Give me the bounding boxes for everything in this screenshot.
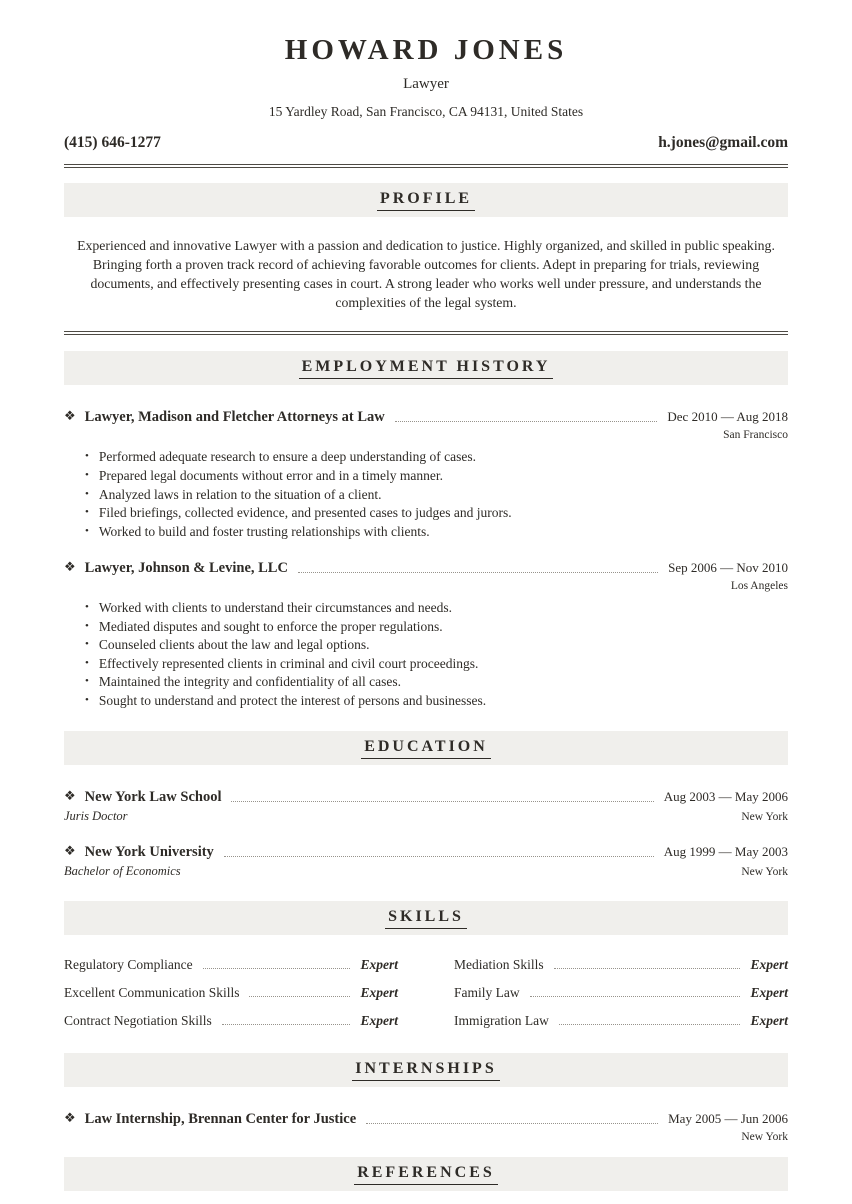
dotted-leader bbox=[231, 801, 653, 802]
bullet-text: Maintained the integrity and confidentiality of all cases. bbox=[98, 674, 402, 690]
bullet-icon: • bbox=[85, 487, 89, 500]
education-entry bbox=[64, 789, 788, 824]
bullet-text: Prepared legal documents without error and in a timely manner. bbox=[98, 468, 444, 484]
dotted-leader bbox=[298, 572, 658, 573]
skill-row bbox=[64, 957, 398, 973]
education-heading-band bbox=[64, 731, 788, 765]
bullet-list bbox=[85, 448, 788, 540]
bullet-item bbox=[85, 692, 788, 710]
skill-level: Expert bbox=[360, 1013, 398, 1029]
bullet-text: Worked to build and foster trusting relationships with clients. bbox=[98, 523, 430, 539]
bullet-icon: • bbox=[85, 506, 89, 519]
diamond-icon: ❖ bbox=[64, 843, 76, 859]
bullet-icon: • bbox=[85, 638, 89, 651]
bullet-text: Filed briefings, collected evidence, and presented cases to judges and jurors. bbox=[98, 505, 512, 521]
phone-number: (415) 646-1277 bbox=[64, 134, 161, 152]
education-entry bbox=[64, 844, 788, 879]
bullet-icon: • bbox=[85, 693, 89, 706]
degree-name: Bachelor of Economics bbox=[64, 864, 181, 879]
email-address: h.jones@gmail.com bbox=[658, 134, 788, 152]
dotted-leader bbox=[249, 996, 350, 997]
divider-double-rule bbox=[64, 331, 788, 335]
skill-name: Regulatory Compliance bbox=[64, 957, 193, 973]
bullet-item bbox=[85, 636, 788, 654]
education-heading: EDUCATION bbox=[361, 738, 491, 759]
bullet-item bbox=[85, 655, 788, 673]
profile-heading: PROFILE bbox=[377, 190, 475, 211]
employment-entry bbox=[64, 409, 788, 540]
skill-name: Mediation Skills bbox=[454, 957, 544, 973]
bullet-item bbox=[85, 448, 788, 466]
skill-row bbox=[64, 985, 398, 1001]
skill-level: Expert bbox=[750, 1013, 788, 1029]
dotted-leader bbox=[395, 421, 658, 422]
entry-location: Los Angeles bbox=[730, 580, 788, 593]
bullet-item bbox=[85, 523, 788, 541]
skill-name: Contract Negotiation Skills bbox=[64, 1013, 212, 1029]
references-section bbox=[64, 1157, 788, 1191]
bullet-icon: • bbox=[85, 619, 89, 632]
skills-heading-band bbox=[64, 901, 788, 935]
entry-location: New York bbox=[741, 811, 788, 824]
skills-column-right bbox=[454, 957, 788, 1041]
entry-dates: Aug 1999 — May 2003 bbox=[663, 844, 788, 860]
person-name: HOWARD JONES bbox=[284, 34, 568, 66]
references-heading-band bbox=[64, 1157, 788, 1191]
entry-header bbox=[64, 1111, 788, 1128]
bullet-list bbox=[85, 599, 788, 709]
dotted-leader bbox=[554, 968, 741, 969]
bullet-text: Effectively represented clients in criminal and civil court proceedings. bbox=[98, 655, 479, 671]
entry-header bbox=[64, 789, 788, 806]
bullet-item bbox=[85, 467, 788, 485]
entry-dates: Aug 2003 — May 2006 bbox=[663, 789, 788, 805]
dotted-leader bbox=[203, 968, 351, 969]
skill-row bbox=[64, 1013, 398, 1029]
contact-row bbox=[64, 134, 788, 152]
entry-title: Lawyer, Madison and Fletcher Attorneys at Law bbox=[84, 409, 385, 426]
skill-level: Expert bbox=[360, 985, 398, 1001]
degree-row bbox=[64, 864, 788, 879]
bullet-text: Performed adequate research to ensure a deep understanding of cases. bbox=[98, 449, 476, 465]
bullet-icon: • bbox=[85, 450, 89, 463]
entry-header bbox=[64, 560, 788, 577]
bullet-text: Sought to understand and protect the interest of persons and businesses. bbox=[98, 692, 487, 708]
bullet-text: Counseled clients about the law and legal options. bbox=[98, 637, 370, 653]
profile-text: Experienced and innovative Lawyer with a passion and dedication to justice. Highly organized, and skilled in public speaking. Bringing forth a proven track record of achieving favorable outcomes for clients. Adept in preparing for trials, reviewing documents, and effectively presenting cases in court. A strong leader who works well under pressure, and understands the complexities of the legal system. bbox=[77, 238, 775, 311]
bullet-text: Mediated disputes and sought to enforce the proper regulations. bbox=[98, 618, 443, 634]
entry-header bbox=[64, 844, 788, 861]
entry-header bbox=[64, 409, 788, 426]
skills-column-left bbox=[64, 957, 398, 1041]
skill-row bbox=[454, 985, 788, 1001]
internships-section bbox=[64, 1053, 788, 1143]
diamond-icon: ❖ bbox=[64, 1110, 76, 1126]
entry-location: San Francisco bbox=[723, 429, 788, 442]
dotted-leader bbox=[224, 856, 654, 857]
employment-heading-band bbox=[64, 351, 788, 385]
dotted-leader bbox=[366, 1123, 658, 1124]
entry-title: New York Law School bbox=[84, 789, 222, 806]
entry-dates: Dec 2010 — Aug 2018 bbox=[667, 409, 788, 425]
entry-location: New York bbox=[741, 1131, 788, 1144]
entry-title: Law Internship, Brennan Center for Justice bbox=[84, 1111, 357, 1128]
degree-name: Juris Doctor bbox=[64, 809, 128, 824]
diamond-icon: ❖ bbox=[64, 408, 76, 424]
dotted-leader bbox=[530, 996, 741, 997]
degree-row bbox=[64, 809, 788, 824]
diamond-icon: ❖ bbox=[64, 559, 76, 575]
resume-header bbox=[64, 34, 788, 120]
person-job-title: Lawyer bbox=[403, 76, 449, 93]
employment-heading: EMPLOYMENT HISTORY bbox=[299, 358, 554, 379]
internship-entry bbox=[64, 1111, 788, 1143]
entry-title: Lawyer, Johnson & Levine, LLC bbox=[84, 560, 288, 577]
entry-title: New York University bbox=[84, 844, 214, 861]
dotted-leader bbox=[559, 1024, 741, 1025]
employment-entry bbox=[64, 560, 788, 709]
bullet-icon: • bbox=[85, 601, 89, 614]
dotted-leader bbox=[222, 1024, 351, 1025]
skill-name: Excellent Communication Skills bbox=[64, 985, 240, 1001]
skill-level: Expert bbox=[750, 957, 788, 973]
bullet-icon: • bbox=[85, 656, 89, 669]
references-heading: REFERENCES bbox=[354, 1164, 498, 1185]
internships-heading-band bbox=[64, 1053, 788, 1087]
person-address: 15 Yardley Road, San Francisco, CA 94131, United States bbox=[268, 104, 584, 120]
skills-grid bbox=[64, 957, 788, 1041]
entry-location: New York bbox=[741, 866, 788, 879]
entry-dates: May 2005 — Jun 2006 bbox=[668, 1111, 788, 1127]
skill-row bbox=[454, 957, 788, 973]
bullet-text: Worked with clients to understand their circumstances and needs. bbox=[98, 600, 453, 616]
profile-section bbox=[64, 183, 788, 312]
internships-heading: INTERNSHIPS bbox=[352, 1060, 499, 1081]
bullet-item bbox=[85, 504, 788, 522]
skill-level: Expert bbox=[750, 985, 788, 1001]
bullet-item bbox=[85, 618, 788, 636]
skill-name: Immigration Law bbox=[454, 1013, 549, 1029]
skill-row bbox=[454, 1013, 788, 1029]
bullet-item bbox=[85, 486, 788, 504]
bullet-icon: • bbox=[85, 675, 89, 688]
skills-heading: SKILLS bbox=[385, 908, 467, 929]
education-section bbox=[64, 731, 788, 879]
profile-heading-band bbox=[64, 183, 788, 217]
bullet-icon: • bbox=[85, 469, 89, 482]
bullet-icon: • bbox=[85, 524, 89, 537]
employment-section bbox=[64, 351, 788, 709]
bullet-text: Analyzed laws in relation to the situation of a client. bbox=[98, 486, 382, 502]
skills-section bbox=[64, 901, 788, 1041]
divider-double-rule bbox=[64, 164, 788, 168]
bullet-item bbox=[85, 673, 788, 691]
skill-name: Family Law bbox=[454, 985, 520, 1001]
skill-level: Expert bbox=[360, 957, 398, 973]
diamond-icon: ❖ bbox=[64, 788, 76, 804]
entry-dates: Sep 2006 — Nov 2010 bbox=[668, 560, 788, 576]
bullet-item bbox=[85, 599, 788, 617]
